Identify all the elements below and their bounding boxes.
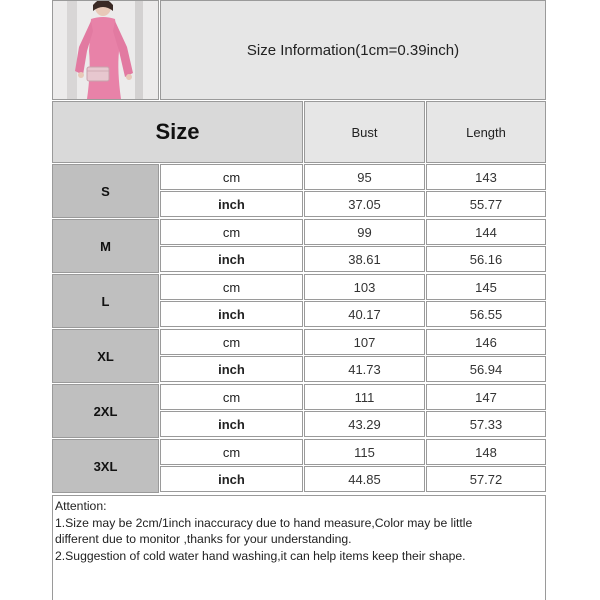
bust-value: 43.29: [304, 411, 425, 437]
length-value: 146: [426, 329, 546, 355]
bust-value: 40.17: [304, 301, 425, 327]
length-value: 57.33: [426, 411, 546, 437]
bust-value: 111: [304, 384, 425, 410]
size-label-3xl: 3XL: [52, 439, 159, 493]
size-label-2xl: 2XL: [52, 384, 159, 438]
size-information-title: Size Information(1cm=0.39inch): [160, 0, 546, 100]
attention-notes: [52, 495, 546, 600]
length-value: 55.77: [426, 191, 546, 217]
unit-cm: cm: [160, 384, 303, 410]
size-label-m: M: [52, 219, 159, 273]
length-value: 57.72: [426, 466, 546, 492]
size-label-xl: XL: [52, 329, 159, 383]
length-value: 56.94: [426, 356, 546, 382]
product-photo: [52, 0, 159, 100]
unit-cm: cm: [160, 164, 303, 190]
unit-inch: inch: [160, 356, 303, 382]
length-value: 143: [426, 164, 546, 190]
length-value: 56.55: [426, 301, 546, 327]
bust-column-header: Bust: [304, 101, 425, 163]
unit-inch: inch: [160, 411, 303, 437]
bust-value: 95: [304, 164, 425, 190]
note-line-1-continued: different due to monitor ,thanks for your understanding.: [55, 532, 352, 546]
bust-value: 107: [304, 329, 425, 355]
size-label-l: L: [52, 274, 159, 328]
unit-cm: cm: [160, 439, 303, 465]
attention-heading: Attention:: [55, 499, 107, 513]
length-value: 148: [426, 439, 546, 465]
length-value: 144: [426, 219, 546, 245]
size-label-s: S: [52, 164, 159, 218]
unit-inch: inch: [160, 301, 303, 327]
unit-inch: inch: [160, 246, 303, 272]
size-column-header: Size: [52, 101, 303, 163]
length-value: 145: [426, 274, 546, 300]
length-value: 147: [426, 384, 546, 410]
length-column-header: Length: [426, 101, 546, 163]
bust-value: 38.61: [304, 246, 425, 272]
model-in-pink-dress-image: [53, 1, 158, 99]
unit-inch: inch: [160, 466, 303, 492]
unit-cm: cm: [160, 329, 303, 355]
bust-value: 103: [304, 274, 425, 300]
note-line-1: 1.Size may be 2cm/1inch inaccuracy due to hand measure,Color may be little: [55, 515, 473, 530]
bust-value: 115: [304, 439, 425, 465]
length-value: 56.16: [426, 246, 546, 272]
bust-value: 37.05: [304, 191, 425, 217]
unit-inch: inch: [160, 191, 303, 217]
unit-cm: cm: [160, 274, 303, 300]
note-line-2: 2.Suggestion of cold water hand washing,it can help items keep their shape.: [55, 548, 466, 563]
bust-value: 99: [304, 219, 425, 245]
bust-value: 41.73: [304, 356, 425, 382]
unit-cm: cm: [160, 219, 303, 245]
bust-value: 44.85: [304, 466, 425, 492]
